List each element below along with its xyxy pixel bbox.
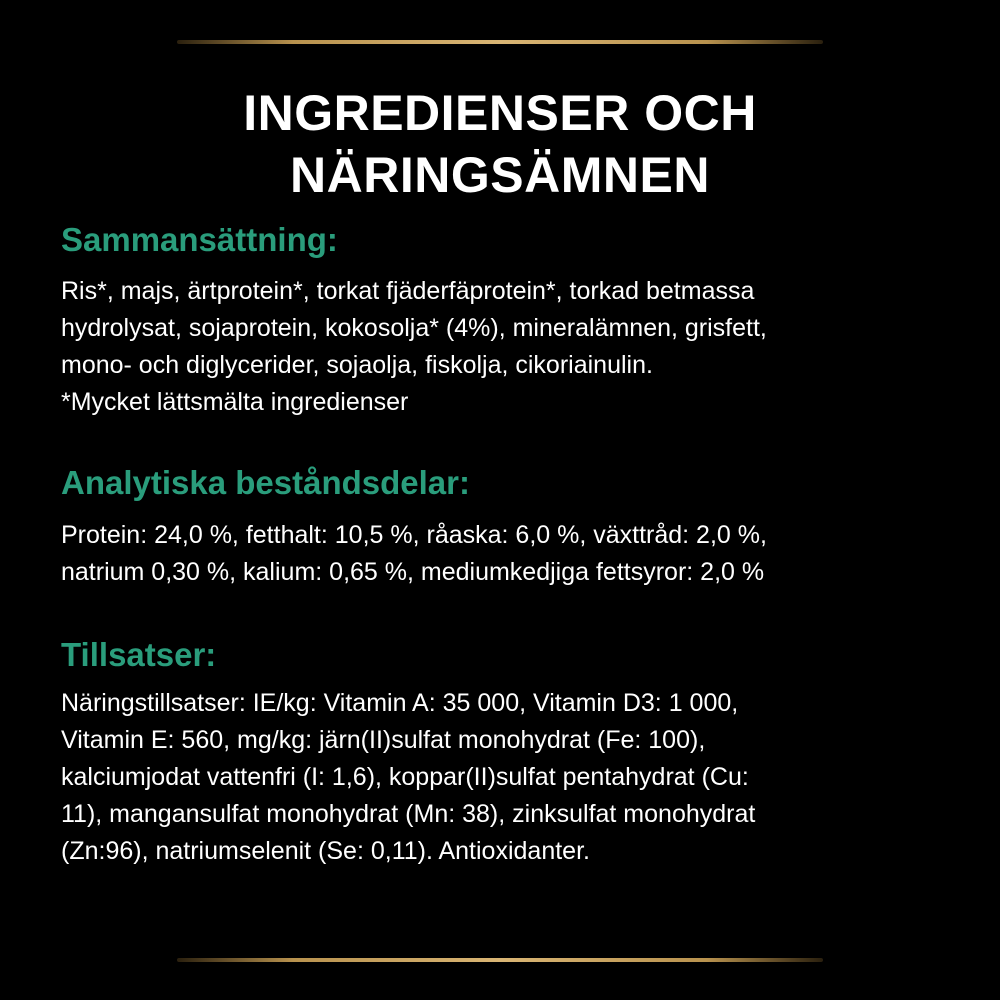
composition-line: hydrolysat, sojaprotein, kokosolja* (4%), mineralämnen, grisfett, <box>61 314 767 342</box>
composition-heading: Sammansättning: <box>61 221 338 258</box>
analytical-line: Protein: 24,0 %, fetthalt: 10,5 %, råaska: 6,0 %, växttråd: 2,0 %, <box>61 521 767 549</box>
page-title <box>0 82 1000 206</box>
composition-text <box>61 273 941 421</box>
analytical-constituents-text <box>61 517 941 591</box>
composition-line: Ris*, majs, ärtprotein*, torkat fjäderfäprotein*, torkad betmassa <box>61 277 755 305</box>
additives-line: Vitamin E: 560, mg/kg: järn(II)sulfat monohydrat (Fe: 100), <box>61 726 706 754</box>
bottom-gold-divider <box>177 958 823 962</box>
additives-line: (Zn:96), natriumselenit (Se: 0,11). Antioxidanter. <box>61 837 590 865</box>
additives-text <box>61 685 941 870</box>
additives-line: 11), mangansulfat monohydrat (Mn: 38), zinksulfat monohydrat <box>61 800 756 828</box>
additives-heading: Tillsatser: <box>61 636 217 673</box>
composition-line: mono- och diglycerider, sojaolja, fiskolja, cikoriainulin. <box>61 351 653 379</box>
top-gold-divider <box>177 40 823 44</box>
analytical-constituents-heading: Analytiska beståndsdelar: <box>61 464 470 501</box>
composition-footnote: *Mycket lättsmälta ingredienser <box>61 388 409 416</box>
analytical-line: natrium 0,30 %, kalium: 0,65 %, mediumkedjiga fettsyror: 2,0 % <box>61 558 765 586</box>
additives-line: Näringstillsatser: IE/kg: Vitamin A: 35 000, Vitamin D3: 1 000, <box>61 689 739 717</box>
additives-line: kalciumjodat vattenfri (I: 1,6), koppar(II)sulfat pentahydrat (Cu: <box>61 763 749 791</box>
title-line-1: INGREDIENSER OCH <box>243 85 757 141</box>
title-line-2: NÄRINGSÄMNEN <box>290 147 710 203</box>
